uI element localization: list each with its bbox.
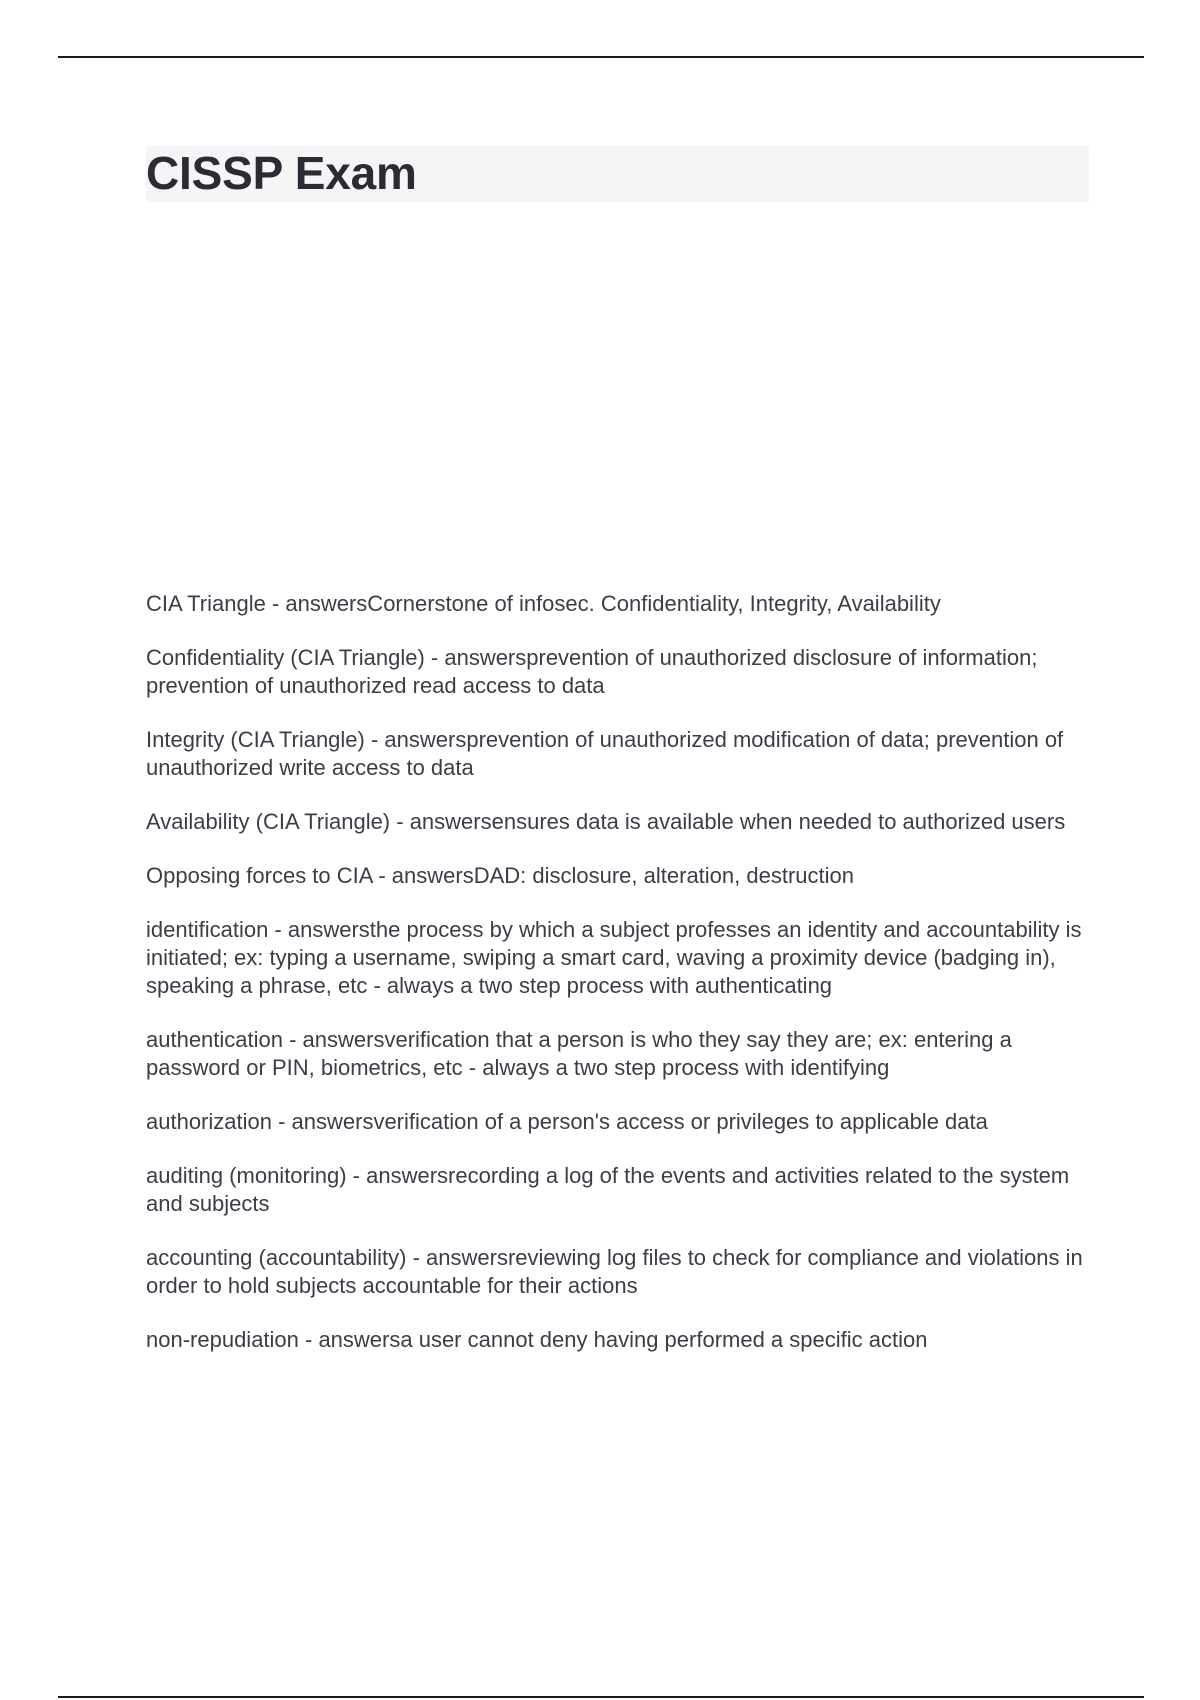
entry-authentication: authentication - answersverification that a person is who they say they are; ex: entering a password or PIN, biometrics, etc - always a two step process with identifying	[146, 1027, 1012, 1080]
entry-list	[146, 590, 1086, 1380]
entry-auditing: auditing (monitoring) - answersrecording a log of the events and activities related to the system and subjects	[146, 1163, 1070, 1216]
entry-identification: identification - answersthe process by which a subject professes an identity and accountability is initiated; ex: typing a username, swiping a smart card, waving a proximity device (badging in), speaking a phrase, etc - always a two step process with authenticating	[146, 917, 1082, 998]
entry-confidentiality: Confidentiality (CIA Triangle) - answersprevention of unauthorized disclosure of information; prevention of unauthorized read access to data	[146, 645, 1038, 698]
entry-availability: Availability (CIA Triangle) - answersensures data is available when needed to authorized users	[146, 809, 1066, 834]
page-title: CISSP Exam	[146, 147, 417, 199]
entry-authorization: authorization - answersverification of a person's access or privileges to applicable data	[146, 1109, 988, 1134]
entry-accounting: accounting (accountability) - answersreviewing log files to check for compliance and violations in order to hold subjects accountable for their actions	[146, 1245, 1083, 1298]
top-rule	[58, 56, 1144, 58]
entry-integrity: Integrity (CIA Triangle) - answersprevention of unauthorized modification of data; prevention of unauthorized write access to data	[146, 727, 1064, 780]
entry-non-repudiation: non-repudiation - answersa user cannot deny having performed a specific action	[146, 1327, 928, 1352]
bottom-rule	[58, 1696, 1144, 1698]
entry-cia-triangle: CIA Triangle - answersCornerstone of infosec. Confidentiality, Integrity, Availability	[146, 591, 941, 616]
entry-opposing-forces: Opposing forces to CIA - answersDAD: disclosure, alteration, destruction	[146, 863, 854, 888]
